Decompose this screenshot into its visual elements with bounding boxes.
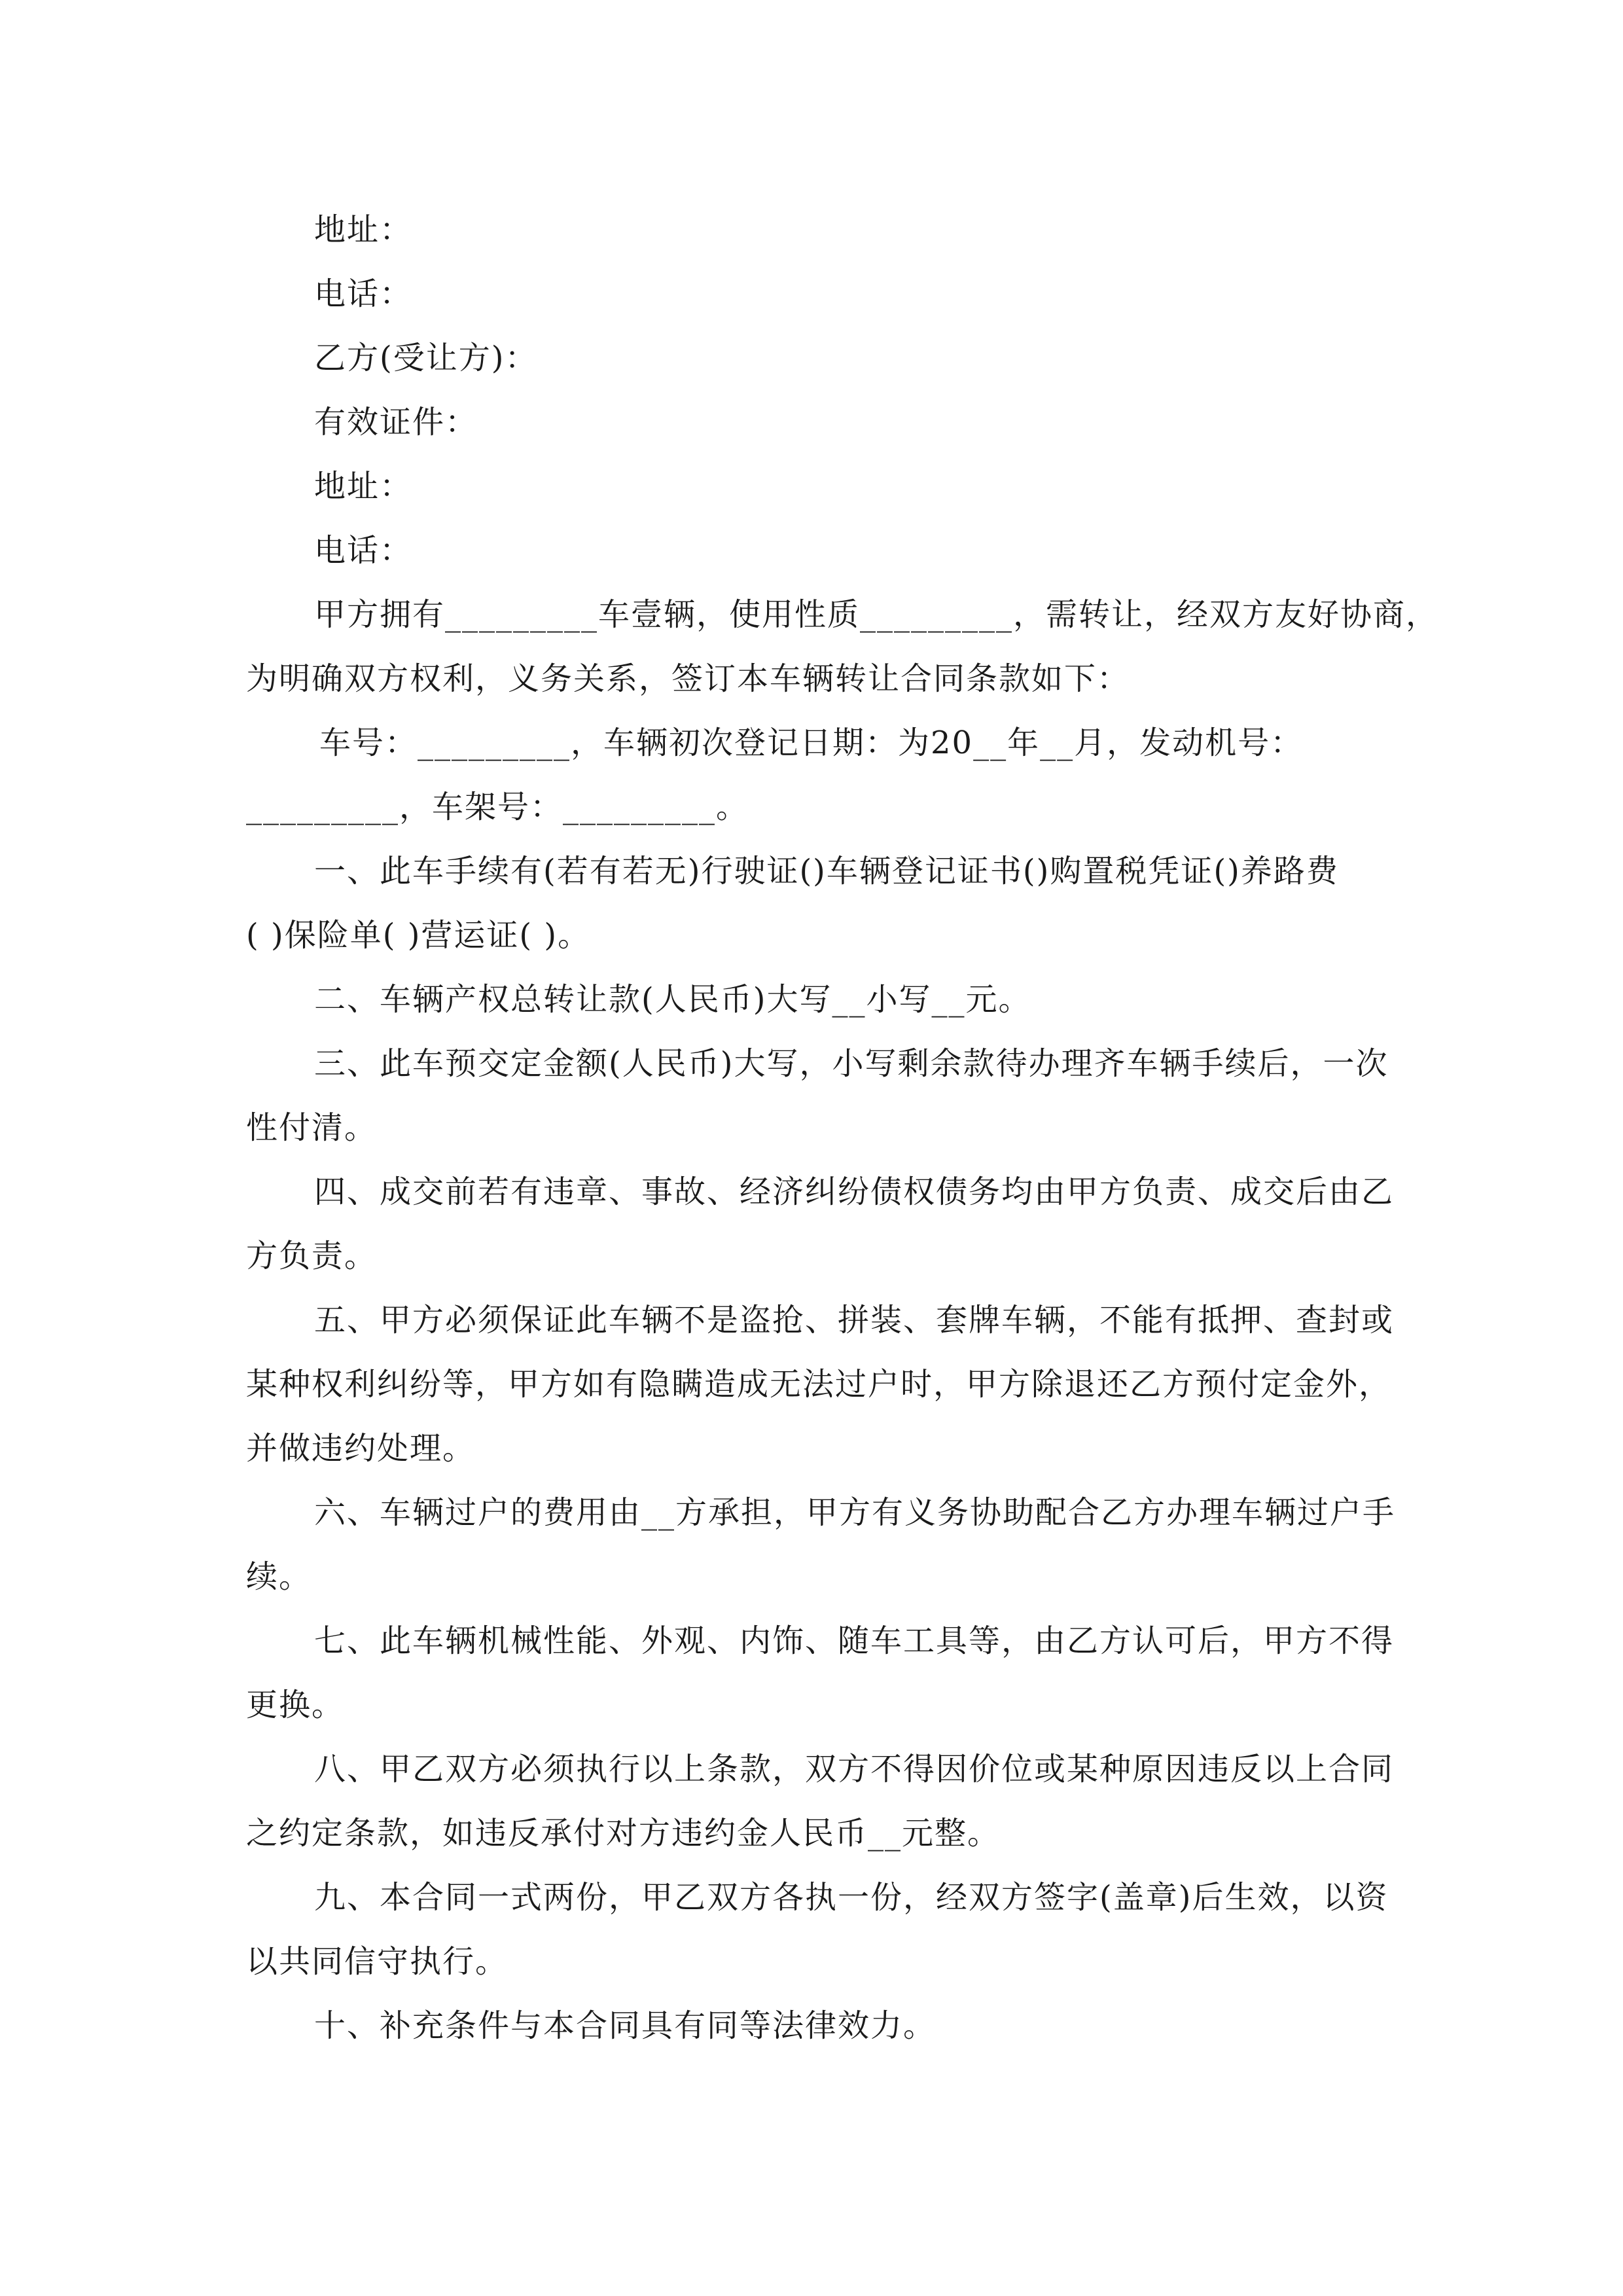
party-a-address-label: 地址： [314, 211, 413, 248]
clause-1 [246, 839, 1377, 967]
clause-line: 九、本合同一式两份，甲乙双方各执一份，经双方签字(盖章)后生效，以资 [314, 1879, 1389, 1916]
clause-4 [246, 1160, 1395, 1288]
party-b-phone-label: 电话： [314, 532, 413, 569]
vehicle-line-2: _________，车架号：_________。 [246, 789, 749, 825]
clause-6 [246, 1480, 1396, 1609]
clause-line: 并做违约处理。 [246, 1430, 476, 1467]
clause-line: 五、甲方必须保证此车辆不是盗抢、拼装、套牌车辆，不能有抵押、查封或 [314, 1302, 1395, 1338]
vehicle-info-paragraph [246, 711, 1377, 839]
clause-3 [246, 1031, 1389, 1160]
intro-line-2: 为明确双方权利，义务关系，签订本车辆转让合同条款如下： [246, 660, 1130, 697]
contract-body [246, 198, 1439, 2058]
clause-line: 性付清。 [246, 1109, 378, 1146]
clause-line: 六、车辆过户的费用由__方承担，甲方有义务协助配合乙方办理车辆过户手 [314, 1494, 1396, 1531]
party-b-address-label: 地址： [314, 468, 413, 505]
clause-line: 八、甲乙双方必须执行以上条款，双方不得因价位或某种原因违反以上合同 [314, 1751, 1395, 1787]
clause-10 [246, 1994, 1377, 2058]
clause-5 [246, 1288, 1395, 1480]
clause-2 [246, 967, 1377, 1031]
party-b-id-label: 有效证件： [314, 404, 478, 440]
clause-line: 之约定条款，如违反承付对方违约金人民币__元整。 [246, 1815, 1001, 1852]
clause-7 [246, 1609, 1395, 1737]
clause-line: 某种权利纠纷等，甲方如有隐瞒造成无法过户时，甲方除退还乙方预付定金外， [246, 1366, 1392, 1403]
clause-line: 以共同信守执行。 [246, 1943, 508, 1980]
clause-line: 三、此车预交定金额(人民币)大写，小写剩余款待办理齐车辆手续后，一次 [314, 1045, 1389, 1082]
party-b-title: 乙方(受让方)： [314, 340, 538, 376]
clause-9 [246, 1865, 1389, 1994]
intro-line-1: 甲方拥有_________车壹辆，使用性质_________，需转让，经双方友好协商， [314, 596, 1439, 633]
clause-line: ( )保险单( )营运证( )。 [246, 917, 591, 954]
clause-line: 七、此车辆机械性能、外观、内饰、随车工具等，由乙方认可后，甲方不得 [314, 1623, 1395, 1659]
intro-paragraph [246, 583, 1439, 711]
clause-line: 十、补充条件与本合同具有同等法律效力。 [314, 2007, 936, 2044]
clause-line: 方负责。 [246, 1238, 378, 1274]
vehicle-line-1: 车号：_________，车辆初次登记日期：为20__年__月，发动机号： [319, 725, 1304, 761]
party-a-phone-label: 电话： [314, 276, 413, 312]
clause-line: 续。 [246, 1558, 312, 1595]
clause-line: 一、此车手续有(若有若无)行驶证()车辆登记证书()购置税凭证()养路费 [314, 853, 1339, 889]
clause-line: 四、成交前若有违章、事故、经济纠纷债权债务均由甲方负责、成交后由乙 [314, 1174, 1395, 1210]
clause-line: 更换。 [246, 1687, 345, 1723]
clause-8 [246, 1737, 1395, 1865]
clause-line: 二、车辆产权总转让款(人民币)大写__小写__元。 [314, 981, 1031, 1018]
